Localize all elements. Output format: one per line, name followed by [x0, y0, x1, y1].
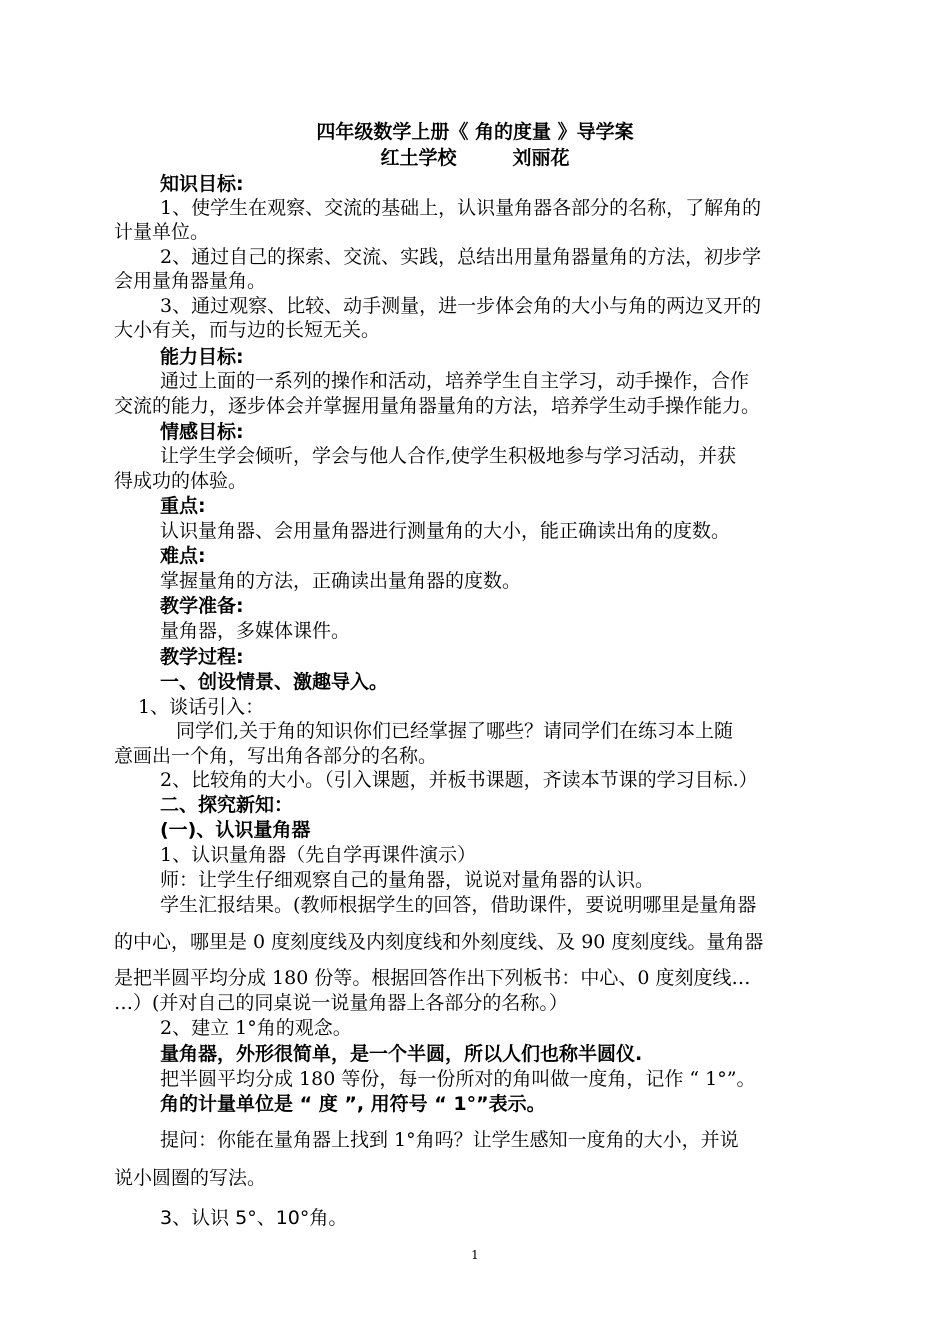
heading-knowledge-goals: 知识目标:	[160, 173, 244, 195]
text-line: 2、通过自己的探索、交流、实践，总结出用量角器量角的方法，初步学	[160, 246, 762, 268]
text-line: 是把半圆平均分成 180 份等。根据回答作出下列板书：中心、0 度刻度线…	[114, 967, 751, 989]
text-line: 通过上面的一系列的操作和活动，培养学生自主学习，动手操作，合作	[160, 370, 750, 392]
page-number: 1	[471, 1248, 479, 1262]
text-line: 2、建立 1°角的观念。	[160, 1017, 352, 1039]
heading-emotion-goals: 情感目标:	[160, 421, 244, 443]
text-line: 的中心，哪里是 0 度刻度线及内刻度线和外刻度线、及 90 度刻度线。量角器	[114, 931, 764, 953]
heading-section-2: 二、探究新知：	[160, 794, 294, 816]
text-line: 认识量角器、会用量角器进行测量角的大小，能正确读出角的度数。	[160, 520, 731, 542]
text-line: 让学生学会倾听，学会与他人合作,使学生积极地参与学习活动，并获	[160, 445, 737, 467]
heading-key-points: 重点:	[160, 495, 206, 517]
text-line: 量角器，多媒体课件。	[160, 620, 351, 642]
text-line: 提问：你能在量角器上找到 1°角吗？让学生感知一度角的大小，并说	[160, 1129, 739, 1151]
text-line: 学生汇报结果。(教师根据学生的回答，借助课件，要说明哪里是量角器	[160, 894, 757, 916]
heading-preparation: 教学准备:	[160, 595, 244, 617]
text-line: 3、认识 5°、10°角。	[160, 1207, 348, 1229]
heading-difficulties: 难点:	[160, 545, 206, 567]
heading-subsection-1: (一)、认识量角器	[160, 819, 311, 841]
bold-line: 量角器，外形很简单，是一个半圆，所以人们也称半圆仪.	[160, 1043, 643, 1065]
bold-line: 角的计量单位是 “ 度 ”, 用符号 “ 1°”表示。	[160, 1093, 546, 1115]
text-line: 得成功的体验。	[114, 470, 248, 492]
text-line: 2、比较角的大小。（引入课题，并板书课题，齐读本节课的学习目标.）	[160, 769, 758, 791]
text-line: 1、认识量角器（先自学再课件演示）	[160, 844, 477, 866]
text-line: 师：让学生仔细观察自己的量角器，说说对量角器的认识。	[160, 869, 655, 891]
text-line: 大小有关，而与边的长短无关。	[114, 319, 381, 341]
text-line: 计量单位。	[114, 221, 210, 243]
text-line: 意画出一个角，写出角各部分的名称。	[114, 745, 438, 767]
text-line: …）(并对自己的同桌说一说量角器上各部分的名称。）	[114, 992, 568, 1014]
text-line: 交流的能力，逐步体会并掌握用量角器量角的方法，培养学生动手操作能力。	[114, 395, 761, 417]
text-line: 把半圆平均分成 180 等份，每一份所对的角叫做一度角，记作 “ 1°”。	[160, 1068, 756, 1090]
heading-ability-goals: 能力目标:	[160, 346, 244, 368]
text-line: 1、谈话引入：	[138, 696, 265, 718]
doc-subtitle	[0, 145, 950, 171]
school-name: 红土学校	[380, 147, 457, 169]
text-line: 说小圆圈的写法。	[114, 1167, 267, 1189]
heading-process: 教学过程:	[160, 646, 244, 668]
text-line: 1、使学生在观察、交流的基础上，认识量角器各部分的名称，了解角的	[160, 197, 762, 219]
author-name: 刘丽花	[512, 147, 570, 169]
text-line: 会用量角器量角。	[114, 270, 267, 292]
text-line: 3、通过观察、比较、动手测量，进一步体会角的大小与角的两边叉开的	[160, 295, 762, 317]
heading-section-1: 一、创设情景、激趣导入。	[160, 671, 389, 693]
doc-title: 四年级数学上册《 角的度量 》导学案	[316, 121, 634, 143]
text-line: 同学们,关于角的知识你们已经掌握了哪些？请同学们在练习本上随	[176, 720, 734, 742]
text-line: 掌握量角的方法，正确读出量角器的度数。	[160, 570, 522, 592]
